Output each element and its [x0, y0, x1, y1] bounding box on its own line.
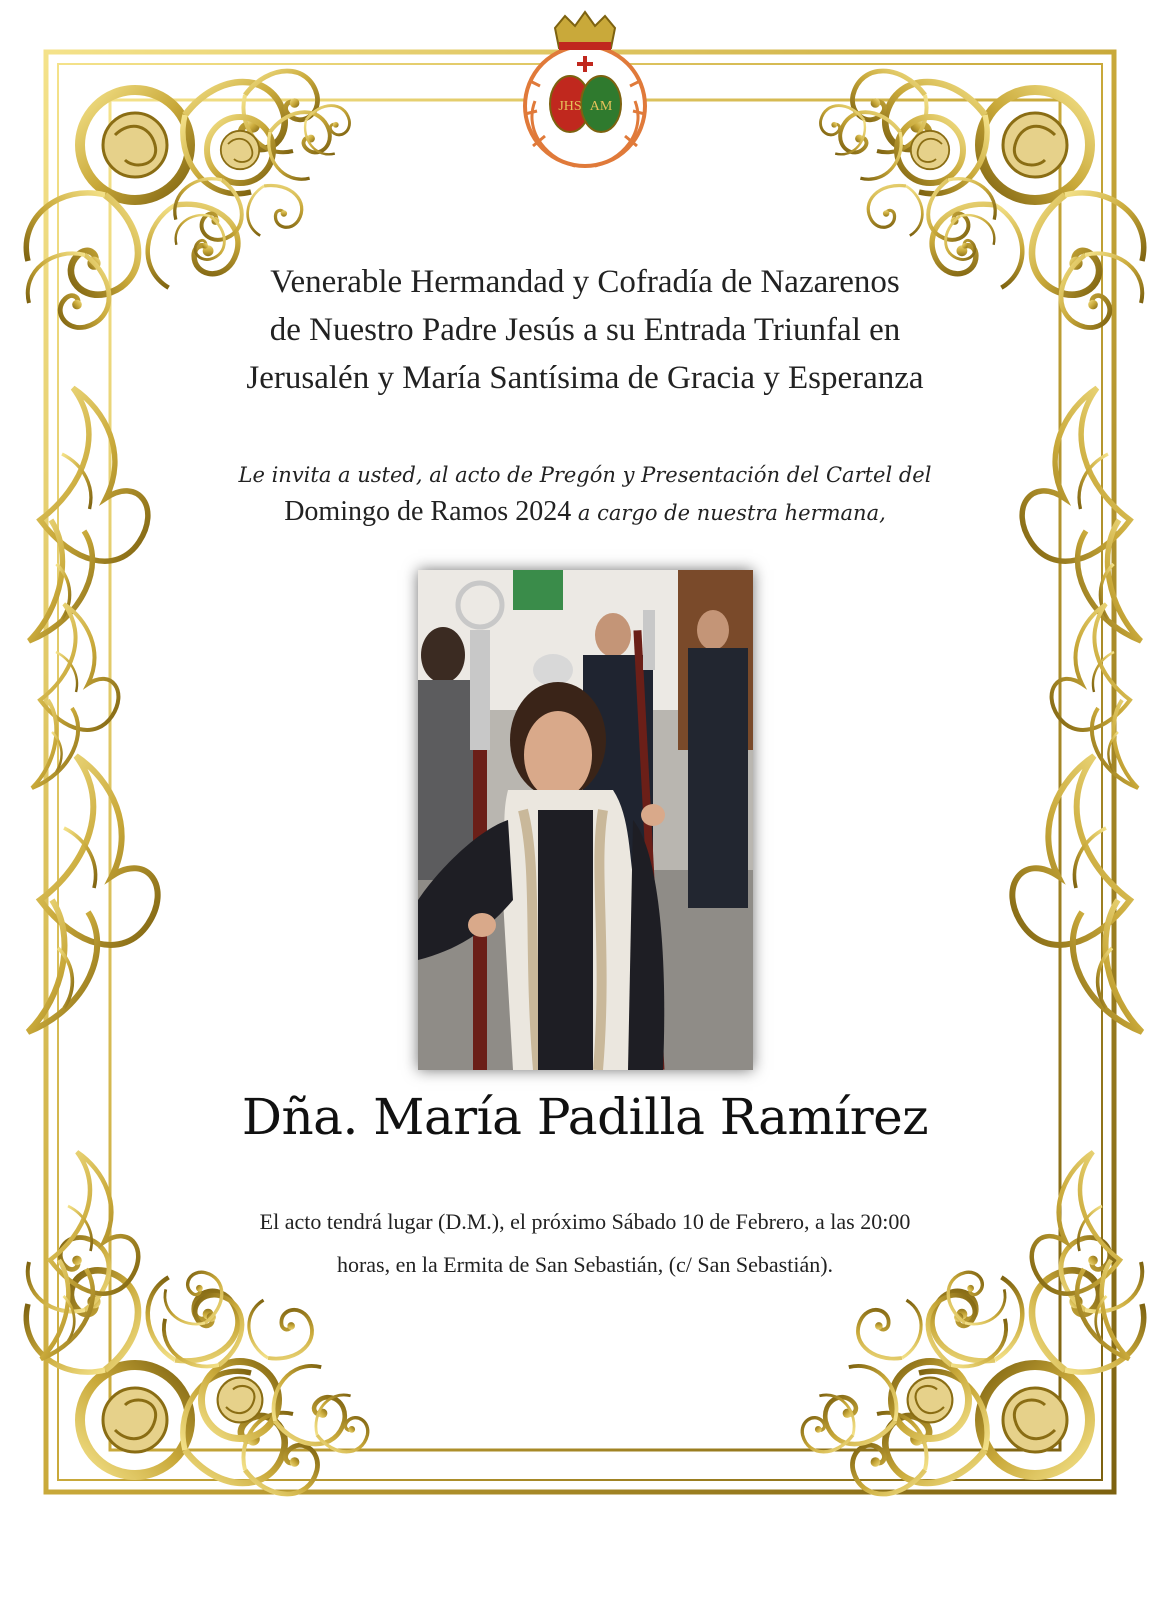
- invitation-line-2-suffix: a cargo de nuestra hermana,: [571, 501, 886, 525]
- brotherhood-title: [120, 258, 1050, 402]
- title-line-2: de Nuestro Padre Jesús a su Entrada Triunfal en: [269, 312, 901, 348]
- svg-text:AM: AM: [589, 99, 613, 114]
- brotherhood-crest-icon: [515, 6, 655, 176]
- photo-illustration: [418, 570, 753, 1070]
- speaker-name: Dña. María Padilla Ramírez: [241, 1088, 929, 1146]
- title-line-3: Jerusalén y María Santísima de Gracia y Esperanza: [246, 360, 924, 396]
- svg-text:JHS: JHS: [558, 99, 582, 114]
- portrait-photo: [418, 570, 753, 1070]
- event-details: [150, 1200, 1020, 1286]
- details-line-2: horas, en la Ermita de San Sebastián, (c/ San Sebastián).: [336, 1252, 834, 1277]
- event-name: Domingo de Ramos 2024: [284, 496, 572, 527]
- title-line-1: Venerable Hermandad y Cofradía de Nazarenos: [270, 264, 900, 300]
- details-line-1: El acto tendrá lugar (D.M.), el próximo Sábado 10 de Febrero, a las 20:00: [259, 1209, 911, 1234]
- invitation-line-2: [160, 492, 1010, 533]
- invitation-text: [160, 458, 1010, 533]
- invitation-line-1: Le invita a usted, al acto de Pregón y Presentación del Cartel del: [238, 463, 932, 487]
